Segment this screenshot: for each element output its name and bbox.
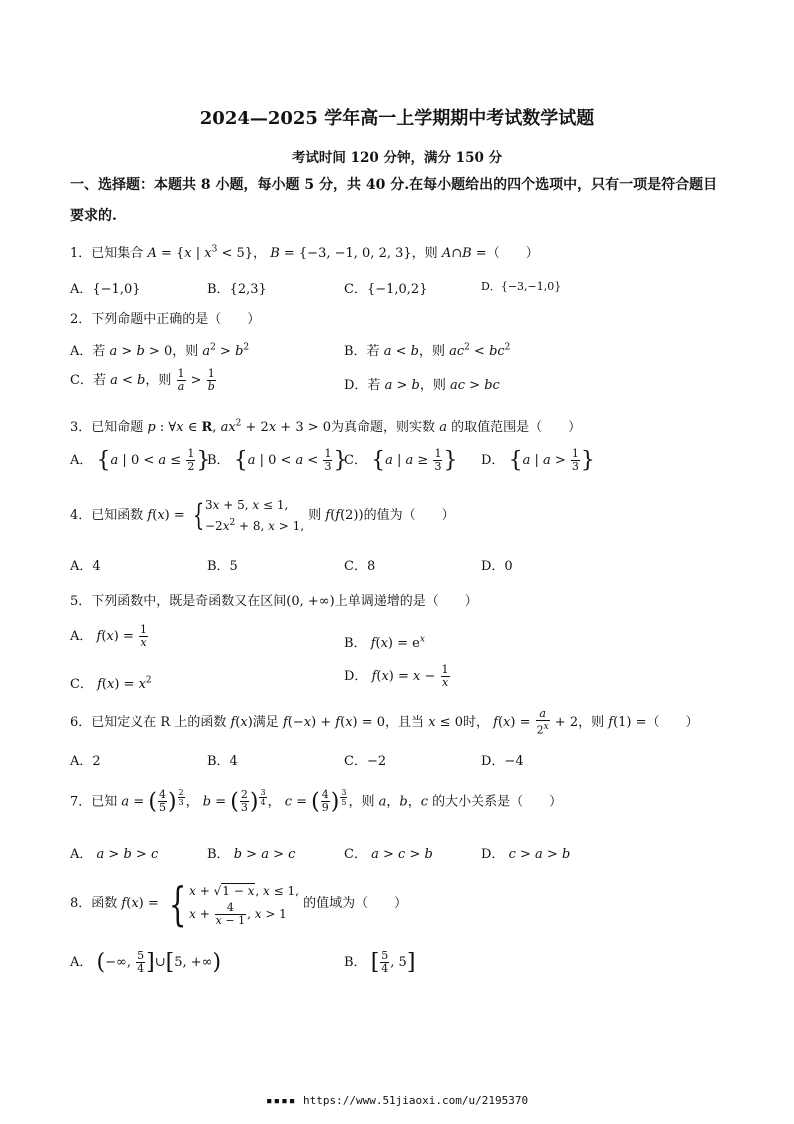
q1-option-c: C．{−1,0,2} (344, 282, 428, 297)
question-1: 1．已知集合 A = {x | $x^3 < 5$}， B = {−3, −1, 0, 2, 3}，则 A∩B =（ ） (70, 244, 539, 261)
q8-option-b: B． [ $\frac{5}{4}$ , 5] (344, 949, 416, 975)
q1-option-d: D．{−3,−1,0} (481, 280, 562, 293)
exam-subtitle: 考试时间 120 分钟，满分 150 分 (291, 150, 503, 166)
q3-option-b: B． {a | 0 < a < $\frac{1}{3}$ } (207, 447, 348, 473)
q1-option-a: A．{−1,0} (70, 282, 141, 297)
q5-option-c: C． $f(x) = x^2$ (70, 675, 152, 692)
q7-option-d: D． c > a > b (481, 847, 571, 862)
question-7: 7．已知 a = ( $\frac{4}{5}$ ) $^{\frac{2}{3}}$ ， b = ( $\frac{2}{3}$ ) $^{\frac{3}{4}}$ ， c = ( $\frac{4}{9}$ ) $^{\frac{3}{5}}$ ，则 a，b，c 的大小关系是（ ） (70, 788, 563, 815)
q7-option-c: C． a > c > b (344, 847, 433, 862)
q5-option-d: D． f(x) = x − $\frac{1}{x}$ (344, 663, 449, 689)
q2-option-c: C．若 a < b，则 $\frac{1}{a}$ > $\frac{1}{b}$ (70, 367, 215, 393)
q3-option-c: C． {a | a ≥ $\frac{1}{3}$ } (344, 447, 458, 473)
q2-option-a: A．若 a > b > 0，则 $a^2 > b^2$ (70, 342, 250, 359)
q4-option-a: A．4 (70, 559, 101, 574)
question-2: 2．下列命题中正确的是（ ） (70, 312, 261, 327)
question-8: 8．函数 f(x) = { x + √1 − x, x ≤ 1, x + $\frac{4}{x - 1}$ , x > 1 的值域为（ ） (70, 876, 408, 931)
q5-option-b: B． $f(x) = e^x$ (344, 634, 425, 651)
q4-option-d: D．0 (481, 559, 513, 574)
q4-option-b: B．5 (207, 559, 238, 574)
q6-option-a: A．2 (70, 754, 101, 769)
footer-watermark: ▪▪▪▪ https://www.51jiaoxi.com/u/2195370 (265, 1094, 529, 1107)
q3-option-d: D． {a | a > $\frac{1}{3}$ } (481, 447, 595, 473)
question-6: 6．已知定义在 R 上的函数 f(x)满足 f(−x) + f(x) = 0，且当 x ≤ 0时， f(x) = $\frac{a}{2^x}$ + 2，则 f(1) =（ ） (70, 707, 699, 737)
question-5: 5．下列函数中，既是奇函数又在区间(0, +∞)上单调递增的是（ ） (70, 594, 478, 609)
q7-option-b: B． b > a > c (207, 847, 296, 862)
q5-option-a: A． f(x) = $\frac{1}{x}$ (70, 623, 147, 649)
q2-option-d: D．若 a > b，则 ac > bc (344, 378, 500, 393)
q6-option-b: B．4 (207, 754, 238, 769)
q2-option-b: B．若 a < b，则 $ac^2 < bc^2$ (344, 342, 511, 359)
section-heading: 一、选择题：本题共 8 小题，每小题 5 分，共 40 分.在每小题给出的四个选项中，只有一项是符合题目要求的. (70, 177, 718, 224)
exam-title: 2024—2025 学年高一上学期期中考试数学试题 (199, 108, 595, 129)
footer-url[interactable]: https://www.51jiaoxi.com/u/2195370 (302, 1094, 529, 1107)
q3-option-a: A． {a | 0 < a ≤ $\frac{1}{2}$ } (70, 447, 211, 473)
q1-option-b: B．{2,3} (207, 282, 267, 297)
q4-option-c: C．8 (344, 559, 376, 574)
q7-option-a: A． a > b > c (70, 847, 159, 862)
question-4: 4．已知函数 f(x) = {3x + 5, x ≤ 1, $-2x^2 + 8$, x > 1, 则 f(f(2))的值为（ ） (70, 497, 455, 533)
q8-option-a: A． (−∞, $\frac{5}{4}$ ]∪[5, +∞) (70, 949, 222, 975)
q6-option-c: C．−2 (344, 754, 387, 769)
question-3: 3．已知命题 p : ∀x ∈ R, $ax^2 + 2x + 3 > 0$为真命题，则实数 a 的取值范围是（ ） (70, 418, 582, 435)
q6-option-d: D．−4 (481, 754, 524, 769)
